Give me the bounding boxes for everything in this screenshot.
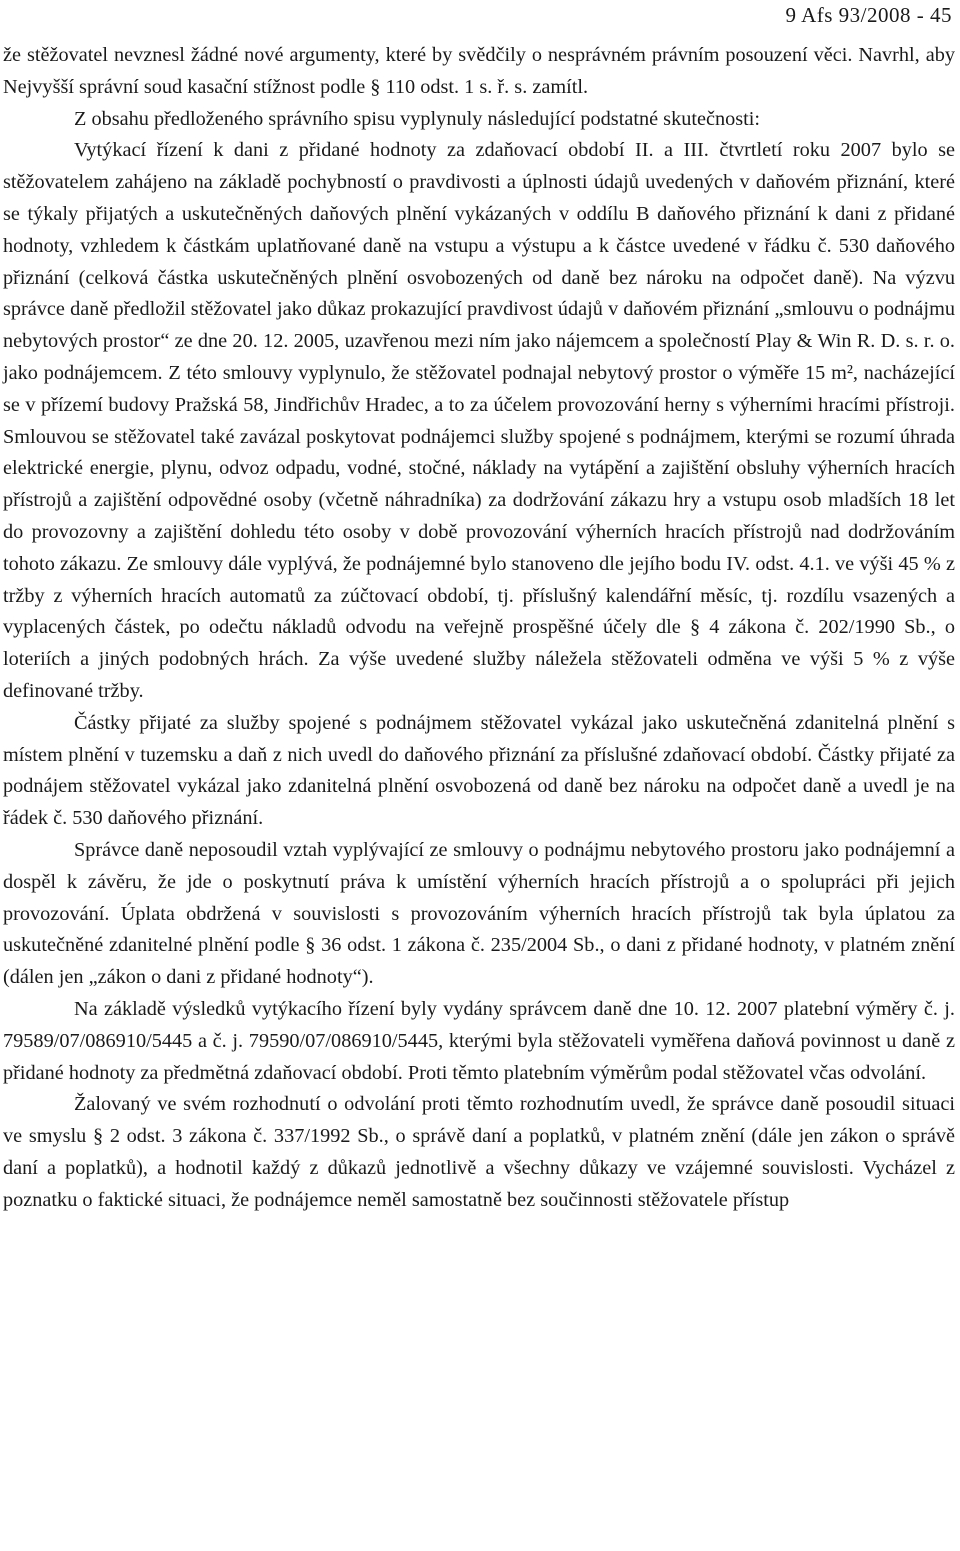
document-body (3, 40, 955, 1216)
paragraph-castky-prijate: Částky přijaté za služby spojené s podnájmem stěžovatel vykázal jako uskutečněná zdanitelná plnění s místem plnění v tuzemsku a daň z nich uvedl do daňového přiznání za příslušné zdaňovací období. Částky přijaté za podnájem stěžovatel vykázal jako zdanitelná plnění osvobozená od daně bez nároku na odpočet daně a uvedl je na řádek č. 530 daňového přiznání. (3, 711, 955, 830)
paragraph-vytykaci-rizeni: Vytýkací řízení k dani z přidané hodnoty za zdaňovací období II. a III. čtvrtletí roku 2007 bylo se stěžovatelem zahájeno na základě pochybností o pravdivosti a úplnosti údajů uvedených v daňovém přiznání, které se týkaly přijatých a uskutečněných daňových plnění vykázaných v oddílu B daňového přiznání k dani z přidané hodnoty, vzhledem k částkám uplatňované daně na vstupu a výstupu a k částce uvedené v řádku č. 530 daňového přiznání (celková částka uskutečněných plnění osvobozených od daně bez nároku na odpočet daně). Na výzvu správce daně předložil stěžovatel jako důkaz prokazující pravdivost údajů v daňovém přiznání „smlouvu o podnájmu nebytových prostor“ ze dne 20. 12. 2005, uzavřenou mezi ním jako nájemcem a společností Play & Win R. D. s. r. o. jako podnájemcem. Z této smlouvy vyplynulo, že stěžovatel podnajal nebytový prostor o výměře 15 m², nacházející se v přízemí budovy Pražská 58, Jindřichův Hradec, a to za účelem provozování herny s výherními hracími přístroji. Smlouvou se stěžovatel také zavázal poskytovat podnájemci služby spojené s podnájmem, kterými se rozumí úhrada elektrické energie, plynu, odvoz odpadu, vodné, stočné, náklady na vytápění a zajištění obsluhy výherních hracích přístrojů a zajištění odpovědné osoby (včetně náhradníka) za dodržování zákazu hry a vstupu osob mladších 18 let do provozovny a zajištění dohledu této osoby v době provozování výherních hracích přístrojů nad dodržováním tohoto zákazu. Ze smlouvy dále vyplývá, že podnájemné bylo stanoveno dle jejího bodu IV. odst. 4.1. ve výši 45 % z tržby z výherních hracích automatů za zúčtovací období, tj. příslušný kalendářní měsíc, tj. rozdílu vsazených a vyplacených částek, po odečtu nákladů odvodu na veřejně prospěšné účely dle § 4 zákona č. 202/1990 Sb., o loteriích a jiných podobných hrách. Za výše uvedené služby náležela stěžovateli odměna ve výši 5 % z výše definované tržby. (3, 139, 955, 702)
paragraph-spravce-dane: Správce daně neposoudil vztah vyplývající ze smlouvy o podnájmu nebytového prostoru jako podnájemní a dospěl k závěru, že jde o poskytnutí práva k umístění výherních hracích přístrojů a o spolupráci při jejich provozování. Úplata obdržená v souvislosti s provozováním výherních hracích přístrojů tak byla úplatou za uskutečněné zdanitelné plnění podle § 36 odst. 1 zákona č. 235/2004 Sb., o dani z přidané hodnoty, v platném znění (dálen jen „zákon o dani z přidané hodnoty“). (3, 838, 955, 989)
case-number-header: 9 Afs 93/2008 - 45 (785, 3, 952, 27)
paragraph-continuation: že stěžovatel nevznesl žádné nové argumenty, které by svědčily o nesprávném právním posouzení věci. Navrhl, aby Nejvyšší správní soud kasační stížnost podle § 110 odst. 1 s. ř. s. zamítl. (3, 44, 955, 98)
paragraph-facts-intro: Z obsahu předloženého správního spisu vyplynuly následující podstatné skutečnosti: (74, 107, 761, 130)
paragraph-platebni-vymery: Na základě výsledků vytýkacího řízení byly vydány správcem daně dne 10. 12. 2007 platební výměry č. j. 79589/07/086910/5445 a č. j. 79590/07/086910/5445, kterými byla stěžovateli vyměřena daňová povinnost u daně z přidané hodnoty za předmětná zdaňovací období. Proti těmto platebním výměrům podal stěžovatel včas odvolání. (3, 997, 955, 1084)
paragraph-zalovany: Žalovaný ve svém rozhodnutí o odvolání proti těmto rozhodnutím uvedl, že správce daně posoudil situaci ve smyslu § 2 odst. 3 zákona č. 337/1992 Sb., o správě daní a poplatků, v platném znění (dále jen zákon o správě daní a poplatků), a hodnotil každý z důkazů jednotlivě a všechny důkazy ve vzájemné souvislosti. Vycházel z poznatku o faktické situaci, že podnájemce neměl samostatně bez součinnosti stěžovatele přístup (3, 1093, 955, 1211)
